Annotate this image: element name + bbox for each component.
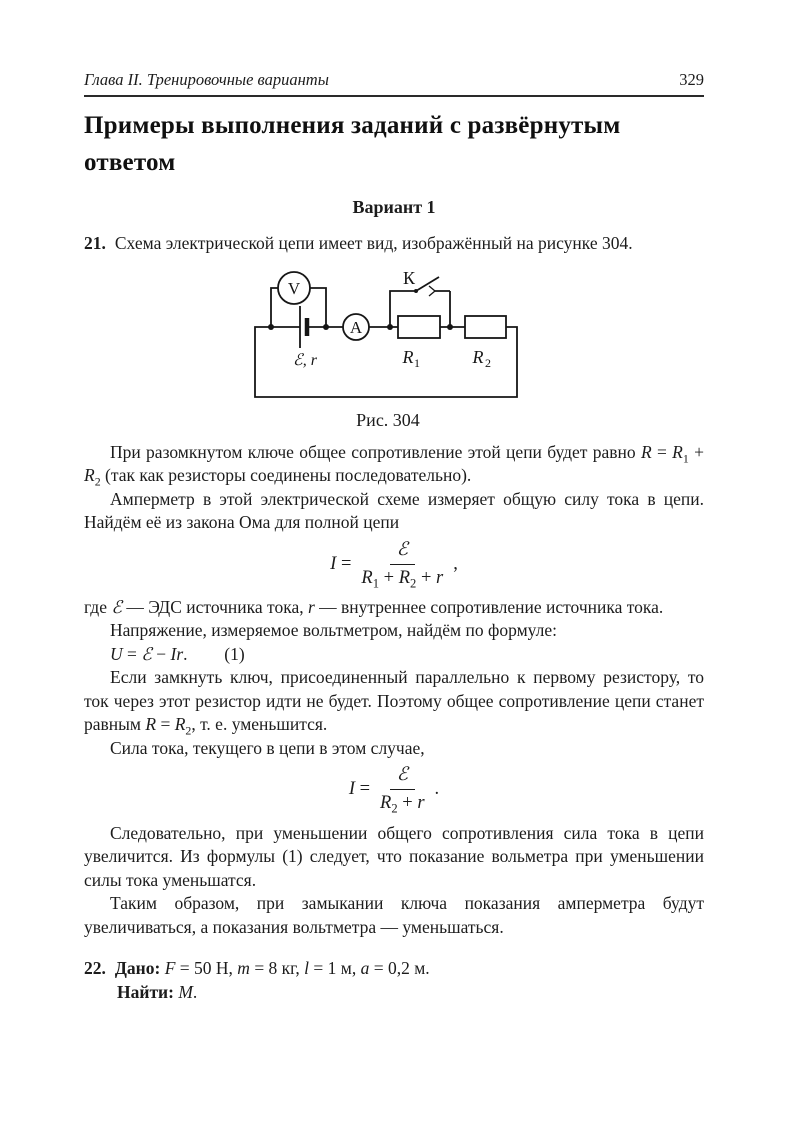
- page-header: [84, 70, 704, 97]
- resistor-r1-label: R: [402, 346, 413, 367]
- circuit-figure: [246, 262, 531, 431]
- switch-label: К: [402, 267, 415, 288]
- fraction-denominator: $R_1 + R_2 + r$: [361, 567, 444, 591]
- formula-tail: .: [434, 779, 440, 800]
- circuit-diagram: [246, 262, 531, 408]
- solution-paragraph-8: Таким образом, при замыкании ключа показания амперметра будут увеличиваться, а показания вольтметра — уменьшаться.: [84, 893, 704, 937]
- solution-paragraph-6: Сила тока, текущего в цепи в этом случае,: [110, 737, 425, 758]
- resistor-r2-label: R: [472, 346, 483, 367]
- solution-paragraph-4: Напряжение, измеряемое вольтметром, найдём по формуле:: [110, 620, 557, 641]
- fraction: [354, 539, 450, 590]
- page-title: Примеры выполнения заданий с развёрнутым ответом: [84, 112, 621, 176]
- given-values: Дано: F = 50 Н, m = 8 кг, l = 1 м, a = 0,2 м.: [114, 958, 430, 978]
- resistor-r2: [465, 316, 506, 338]
- problem-number: 22.: [84, 958, 106, 978]
- formula-current-closed-key: [84, 764, 704, 815]
- find-line: Найти: M.: [117, 981, 198, 1002]
- solution-paragraph-1: При разомкнутом ключе общее сопротивление этой цепи будет равно $R = R_1 + R_2$ (так как резисторы соединены последовательно).: [84, 441, 704, 489]
- page-number: 329: [679, 70, 704, 89]
- problem-21: [84, 232, 704, 256]
- solution-paragraph-3: где ℰ — ЭДС источника тока, r — внутреннее сопротивление источника тока.: [84, 596, 664, 617]
- formula-current-full-circuit: [84, 539, 704, 590]
- ammeter-label: A: [349, 317, 362, 337]
- problem-22: [84, 957, 704, 1004]
- fraction: [373, 764, 432, 815]
- figure-caption: Рис. 304: [356, 409, 420, 430]
- problem-statement: Схема электрической цепи имеет вид, изображённый на рисунке 304.: [114, 233, 633, 253]
- emf-label: ℰ, r: [292, 351, 317, 369]
- problem-number: 21.: [84, 233, 106, 253]
- resistor-r2-sub: 2: [484, 355, 491, 370]
- formula-voltmeter-voltage: U = ℰ − Ir. (1): [110, 643, 245, 664]
- switch-k: [390, 277, 450, 327]
- fraction-denominator: $R_2 + r$: [380, 793, 425, 817]
- formula-lhs: I =: [348, 779, 371, 800]
- fraction-numerator: ℰ: [390, 539, 415, 565]
- resistor-r1-sub: 1: [413, 355, 420, 370]
- solution-paragraph-2: Амперметр в этой электрической схеме измеряет общую силу тока в цепи. Найдём её из закона Ома для полной цепи: [84, 488, 704, 532]
- given-line: [84, 957, 704, 981]
- formula-lhs: I =: [330, 553, 352, 574]
- chapter-title: Глава II. Тренировочные варианты: [84, 70, 329, 89]
- battery-symbol: [300, 306, 307, 348]
- solution-paragraph-7: Следовательно, при уменьшении общего сопротивления сила тока в цепи увеличится. Из формулы (1) следует, что показание вольметра при уменьшении силы тока уменьшатся.: [84, 822, 704, 890]
- voltmeter-label: V: [287, 278, 300, 298]
- fraction-numerator: ℰ: [390, 764, 415, 790]
- solution-paragraph-5: Если замкнуть ключ, присоединенный параллельно к первому резистору, то ток через этот резистор идти не будет. Поэтому общее сопротивление цепи станет равным $R = R_2$, т. е. уменьшится.: [84, 667, 704, 738]
- variant-heading: Вариант 1: [352, 197, 436, 217]
- resistor-r1: [398, 316, 440, 338]
- formula-tail: ,: [453, 553, 458, 574]
